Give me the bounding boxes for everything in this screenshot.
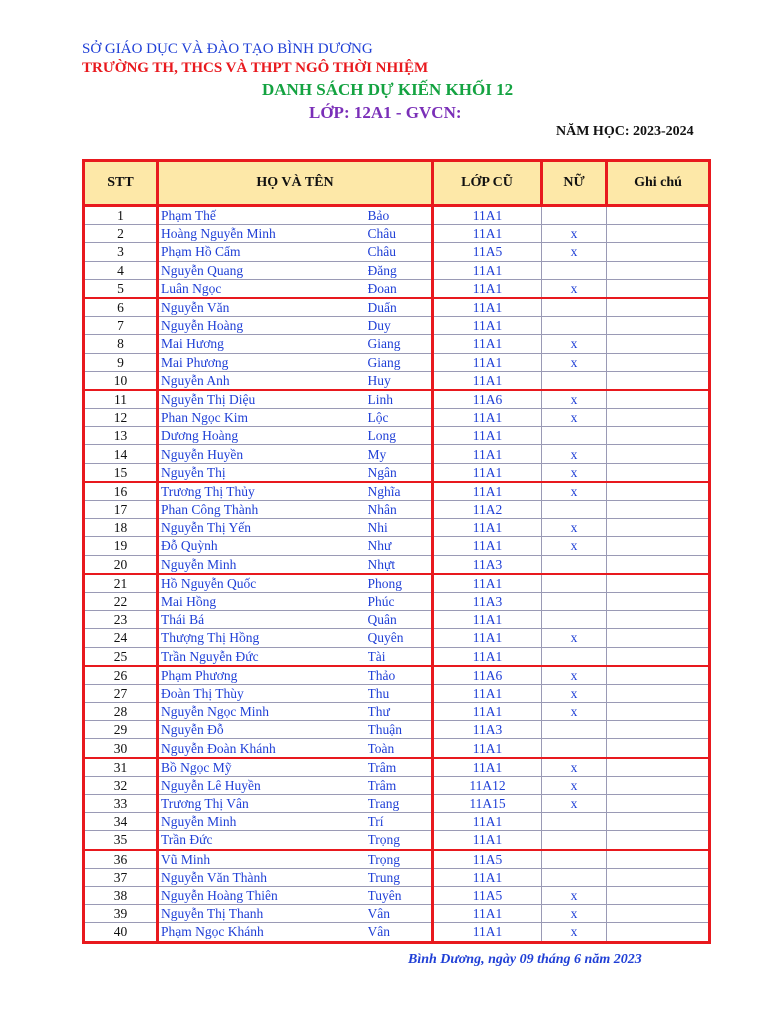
- female-mark-cell: [542, 647, 607, 666]
- name-cell: Nguyễn Văn: [158, 298, 368, 317]
- note-cell: [607, 703, 710, 721]
- female-mark-cell: x: [542, 666, 607, 685]
- given-name-cell: Vân: [368, 923, 433, 942]
- stt-cell: 18: [84, 519, 158, 537]
- old-class-cell: 11A1: [433, 574, 542, 593]
- stt-cell: 22: [84, 592, 158, 610]
- note-cell: [607, 684, 710, 702]
- school-name: TRƯỜNG TH, THCS VÀ THPT NGÔ THỜI NHIỆM: [82, 60, 429, 76]
- table-row: [84, 666, 710, 685]
- given-name-cell: Giang: [368, 353, 433, 371]
- table-body: [84, 206, 710, 943]
- given-name-cell: Lộc: [368, 409, 433, 427]
- female-mark-cell: [542, 813, 607, 831]
- note-cell: [607, 721, 710, 739]
- note-cell: [607, 629, 710, 647]
- table-row: [84, 279, 710, 298]
- female-mark-cell: x: [542, 335, 607, 353]
- old-class-cell: 11A5: [433, 243, 542, 261]
- table-row: [84, 629, 710, 647]
- given-name-cell: Như: [368, 537, 433, 555]
- note-cell: [607, 353, 710, 371]
- table-row: [84, 390, 710, 409]
- note-cell: [607, 409, 710, 427]
- given-name-cell: Linh: [368, 390, 433, 409]
- female-mark-cell: x: [542, 886, 607, 904]
- female-mark-cell: [542, 298, 607, 317]
- given-name-cell: Châu: [368, 225, 433, 243]
- stt-cell: 3: [84, 243, 158, 261]
- name-cell: Hoàng Nguyễn Minh: [158, 225, 368, 243]
- table-row: [84, 739, 710, 758]
- note-cell: [607, 261, 710, 279]
- given-name-cell: Trâm: [368, 758, 433, 777]
- old-class-cell: 11A1: [433, 647, 542, 666]
- old-class-cell: 11A1: [433, 813, 542, 831]
- col-header-stt: STT: [84, 161, 158, 206]
- col-header-full-name: HỌ VÀ TÊN: [158, 161, 433, 206]
- given-name-cell: Tuyên: [368, 886, 433, 904]
- note-cell: [607, 831, 710, 850]
- name-cell: Đỗ Quỳnh: [158, 537, 368, 555]
- stt-cell: 33: [84, 795, 158, 813]
- department-name: SỞ GIÁO DỤC VÀ ĐÀO TẠO BÌNH DƯƠNG: [82, 41, 373, 57]
- table-row: [84, 243, 710, 261]
- name-cell: Nguyễn Đoàn Khánh: [158, 739, 368, 758]
- old-class-cell: 11A1: [433, 703, 542, 721]
- old-class-cell: 11A1: [433, 739, 542, 758]
- given-name-cell: My: [368, 445, 433, 463]
- table-row: [84, 721, 710, 739]
- stt-cell: 21: [84, 574, 158, 593]
- stt-cell: 20: [84, 555, 158, 574]
- stt-cell: 23: [84, 611, 158, 629]
- name-cell: Thái Bá: [158, 611, 368, 629]
- note-cell: [607, 298, 710, 317]
- name-cell: Phan Ngọc Kim: [158, 409, 368, 427]
- name-cell: Phạm Ngọc Khánh: [158, 923, 368, 942]
- given-name-cell: Duẩn: [368, 298, 433, 317]
- given-name-cell: Trọng: [368, 831, 433, 850]
- note-cell: [607, 537, 710, 555]
- note-cell: [607, 463, 710, 482]
- stt-cell: 36: [84, 850, 158, 869]
- name-cell: Nguyễn Thị Yến: [158, 519, 368, 537]
- stt-cell: 40: [84, 923, 158, 942]
- name-cell: Bồ Ngọc Mỹ: [158, 758, 368, 777]
- name-cell: Trần Đức: [158, 831, 368, 850]
- student-roster-table: [82, 159, 711, 944]
- note-cell: [607, 206, 710, 225]
- old-class-cell: 11A1: [433, 225, 542, 243]
- name-cell: Luân Ngọc: [158, 279, 368, 298]
- given-name-cell: Long: [368, 427, 433, 445]
- old-class-cell: 11A6: [433, 390, 542, 409]
- name-cell: Nguyễn Minh: [158, 813, 368, 831]
- table-row: [84, 445, 710, 463]
- table-row: [84, 795, 710, 813]
- col-header-female: NỮ: [542, 161, 607, 206]
- given-name-cell: Phong: [368, 574, 433, 593]
- female-mark-cell: [542, 831, 607, 850]
- name-cell: Nguyễn Anh: [158, 371, 368, 390]
- name-cell: Vũ Minh: [158, 850, 368, 869]
- female-mark-cell: x: [542, 243, 607, 261]
- table-row: [84, 317, 710, 335]
- old-class-cell: 11A1: [433, 482, 542, 501]
- stt-cell: 15: [84, 463, 158, 482]
- table-row: [84, 225, 710, 243]
- old-class-cell: 11A1: [433, 298, 542, 317]
- old-class-cell: 11A15: [433, 795, 542, 813]
- table-row: [84, 905, 710, 923]
- table-row: [84, 482, 710, 501]
- female-mark-cell: x: [542, 463, 607, 482]
- name-cell: Nguyễn Thị Diệu: [158, 390, 368, 409]
- note-cell: [607, 519, 710, 537]
- female-mark-cell: x: [542, 905, 607, 923]
- table-row: [84, 519, 710, 537]
- given-name-cell: Bảo: [368, 206, 433, 225]
- female-mark-cell: x: [542, 703, 607, 721]
- old-class-cell: 11A1: [433, 206, 542, 225]
- old-class-cell: 11A3: [433, 592, 542, 610]
- given-name-cell: Châu: [368, 243, 433, 261]
- table-row: [84, 574, 710, 593]
- table-row: [84, 850, 710, 869]
- stt-cell: 25: [84, 647, 158, 666]
- name-cell: Đoàn Thị Thùy: [158, 684, 368, 702]
- note-cell: [607, 390, 710, 409]
- given-name-cell: Phúc: [368, 592, 433, 610]
- female-mark-cell: x: [542, 537, 607, 555]
- stt-cell: 17: [84, 501, 158, 519]
- name-cell: Mai Hương: [158, 335, 368, 353]
- old-class-cell: 11A6: [433, 666, 542, 685]
- table-row: [84, 537, 710, 555]
- note-cell: [607, 445, 710, 463]
- old-class-cell: 11A1: [433, 537, 542, 555]
- note-cell: [607, 317, 710, 335]
- old-class-cell: 11A5: [433, 850, 542, 869]
- table-row: [84, 831, 710, 850]
- female-mark-cell: x: [542, 795, 607, 813]
- stt-cell: 31: [84, 758, 158, 777]
- stt-cell: 4: [84, 261, 158, 279]
- female-mark-cell: [542, 611, 607, 629]
- given-name-cell: Trang: [368, 795, 433, 813]
- table-row: [84, 776, 710, 794]
- old-class-cell: 11A1: [433, 445, 542, 463]
- old-class-cell: 11A1: [433, 409, 542, 427]
- stt-cell: 2: [84, 225, 158, 243]
- old-class-cell: 11A1: [433, 519, 542, 537]
- note-cell: [607, 592, 710, 610]
- note-cell: [607, 776, 710, 794]
- stt-cell: 16: [84, 482, 158, 501]
- table-row: [84, 758, 710, 777]
- old-class-cell: 11A1: [433, 923, 542, 942]
- stt-cell: 28: [84, 703, 158, 721]
- note-cell: [607, 666, 710, 685]
- name-cell: Hồ Nguyễn Quốc: [158, 574, 368, 593]
- class-line: LỚP: 12A1 - GVCN:: [309, 103, 462, 122]
- female-mark-cell: [542, 317, 607, 335]
- note-cell: [607, 335, 710, 353]
- given-name-cell: Đoan: [368, 279, 433, 298]
- female-mark-cell: x: [542, 758, 607, 777]
- old-class-cell: 11A5: [433, 886, 542, 904]
- old-class-cell: 11A1: [433, 758, 542, 777]
- name-cell: Mai Phương: [158, 353, 368, 371]
- given-name-cell: Trung: [368, 868, 433, 886]
- old-class-cell: 11A1: [433, 611, 542, 629]
- female-mark-cell: x: [542, 519, 607, 537]
- stt-cell: 26: [84, 666, 158, 685]
- female-mark-cell: [542, 592, 607, 610]
- stt-cell: 29: [84, 721, 158, 739]
- old-class-cell: 11A1: [433, 371, 542, 390]
- stt-cell: 24: [84, 629, 158, 647]
- name-cell: Phạm Phương: [158, 666, 368, 685]
- name-cell: Nguyễn Hoàng: [158, 317, 368, 335]
- old-class-cell: 11A1: [433, 868, 542, 886]
- female-mark-cell: x: [542, 923, 607, 942]
- table-row: [84, 298, 710, 317]
- name-cell: Nguyễn Thị Thanh: [158, 905, 368, 923]
- note-cell: [607, 886, 710, 904]
- old-class-cell: 11A1: [433, 629, 542, 647]
- stt-cell: 11: [84, 390, 158, 409]
- note-cell: [607, 795, 710, 813]
- female-mark-cell: x: [542, 225, 607, 243]
- table-row: [84, 353, 710, 371]
- name-cell: Trương Thị Vân: [158, 795, 368, 813]
- given-name-cell: Nhi: [368, 519, 433, 537]
- table-header-row: [84, 161, 710, 206]
- old-class-cell: 11A1: [433, 353, 542, 371]
- given-name-cell: Giang: [368, 335, 433, 353]
- old-class-cell: 11A1: [433, 261, 542, 279]
- female-mark-cell: [542, 206, 607, 225]
- name-cell: Phạm Thế: [158, 206, 368, 225]
- female-mark-cell: [542, 555, 607, 574]
- name-cell: Nguyễn Thị: [158, 463, 368, 482]
- given-name-cell: Nhựt: [368, 555, 433, 574]
- note-cell: [607, 611, 710, 629]
- table-row: [84, 886, 710, 904]
- female-mark-cell: [542, 501, 607, 519]
- given-name-cell: Nhân: [368, 501, 433, 519]
- given-name-cell: Quyên: [368, 629, 433, 647]
- female-mark-cell: [542, 868, 607, 886]
- stt-cell: 35: [84, 831, 158, 850]
- stt-cell: 8: [84, 335, 158, 353]
- col-header-note: Ghi chú: [607, 161, 710, 206]
- note-cell: [607, 371, 710, 390]
- table-row: [84, 647, 710, 666]
- note-cell: [607, 868, 710, 886]
- old-class-cell: 11A1: [433, 463, 542, 482]
- note-cell: [607, 758, 710, 777]
- name-cell: Nguyễn Huyền: [158, 445, 368, 463]
- name-cell: Nguyễn Ngọc Minh: [158, 703, 368, 721]
- female-mark-cell: x: [542, 409, 607, 427]
- name-cell: Trần Nguyễn Đức: [158, 647, 368, 666]
- old-class-cell: 11A12: [433, 776, 542, 794]
- name-cell: Nguyễn Minh: [158, 555, 368, 574]
- given-name-cell: Tài: [368, 647, 433, 666]
- old-class-cell: 11A3: [433, 721, 542, 739]
- female-mark-cell: [542, 850, 607, 869]
- given-name-cell: Huy: [368, 371, 433, 390]
- old-class-cell: 11A1: [433, 279, 542, 298]
- given-name-cell: Quân: [368, 611, 433, 629]
- stt-cell: 7: [84, 317, 158, 335]
- stt-cell: 12: [84, 409, 158, 427]
- stt-cell: 5: [84, 279, 158, 298]
- female-mark-cell: x: [542, 482, 607, 501]
- female-mark-cell: [542, 574, 607, 593]
- table-row: [84, 463, 710, 482]
- female-mark-cell: x: [542, 390, 607, 409]
- given-name-cell: Nghĩa: [368, 482, 433, 501]
- name-cell: Phan Công Thành: [158, 501, 368, 519]
- given-name-cell: Thuận: [368, 721, 433, 739]
- stt-cell: 13: [84, 427, 158, 445]
- given-name-cell: Trọng: [368, 850, 433, 869]
- female-mark-cell: x: [542, 776, 607, 794]
- name-cell: Nguyễn Hoàng Thiên: [158, 886, 368, 904]
- female-mark-cell: x: [542, 629, 607, 647]
- list-title: DANH SÁCH DỰ KIẾN KHỐI 12: [262, 80, 514, 99]
- female-mark-cell: [542, 721, 607, 739]
- stt-cell: 14: [84, 445, 158, 463]
- table-row: [84, 501, 710, 519]
- table-row: [84, 923, 710, 942]
- name-cell: Nguyễn Quang: [158, 261, 368, 279]
- given-name-cell: Thư: [368, 703, 433, 721]
- old-class-cell: 11A1: [433, 684, 542, 702]
- name-cell: Thượng Thị Hồng: [158, 629, 368, 647]
- old-class-cell: 11A2: [433, 501, 542, 519]
- note-cell: [607, 739, 710, 758]
- table-row: [84, 335, 710, 353]
- note-cell: [607, 647, 710, 666]
- given-name-cell: Trí: [368, 813, 433, 831]
- stt-cell: 30: [84, 739, 158, 758]
- note-cell: [607, 279, 710, 298]
- female-mark-cell: [542, 261, 607, 279]
- name-cell: Nguyễn Lê Huyền: [158, 776, 368, 794]
- table-row: [84, 206, 710, 225]
- stt-cell: 19: [84, 537, 158, 555]
- note-cell: [607, 501, 710, 519]
- old-class-cell: 11A1: [433, 905, 542, 923]
- given-name-cell: Thảo: [368, 666, 433, 685]
- stt-cell: 37: [84, 868, 158, 886]
- given-name-cell: Đăng: [368, 261, 433, 279]
- table-row: [84, 611, 710, 629]
- note-cell: [607, 243, 710, 261]
- stt-cell: 9: [84, 353, 158, 371]
- name-cell: Dương Hoàng: [158, 427, 368, 445]
- female-mark-cell: [542, 371, 607, 390]
- table-row: [84, 371, 710, 390]
- stt-cell: 10: [84, 371, 158, 390]
- stt-cell: 6: [84, 298, 158, 317]
- table-row: [84, 555, 710, 574]
- given-name-cell: Ngân: [368, 463, 433, 482]
- stt-cell: 32: [84, 776, 158, 794]
- given-name-cell: Thu: [368, 684, 433, 702]
- note-cell: [607, 905, 710, 923]
- old-class-cell: 11A1: [433, 317, 542, 335]
- female-mark-cell: [542, 739, 607, 758]
- school-year: NĂM HỌC: 2023-2024: [556, 124, 694, 139]
- note-cell: [607, 813, 710, 831]
- old-class-cell: 11A1: [433, 831, 542, 850]
- note-cell: [607, 850, 710, 869]
- female-mark-cell: [542, 427, 607, 445]
- given-name-cell: Vân: [368, 905, 433, 923]
- female-mark-cell: x: [542, 279, 607, 298]
- stt-cell: 27: [84, 684, 158, 702]
- table-row: [84, 592, 710, 610]
- female-mark-cell: x: [542, 445, 607, 463]
- name-cell: Nguyễn Đỗ: [158, 721, 368, 739]
- table-row: [84, 427, 710, 445]
- stt-cell: 34: [84, 813, 158, 831]
- table-row: [84, 409, 710, 427]
- female-mark-cell: x: [542, 353, 607, 371]
- note-cell: [607, 427, 710, 445]
- given-name-cell: Toàn: [368, 739, 433, 758]
- place-and-date: Bình Dương, ngày 09 tháng 6 năm 2023: [408, 952, 642, 967]
- given-name-cell: Trâm: [368, 776, 433, 794]
- table-row: [84, 684, 710, 702]
- note-cell: [607, 574, 710, 593]
- female-mark-cell: x: [542, 684, 607, 702]
- stt-cell: 39: [84, 905, 158, 923]
- name-cell: Nguyễn Văn Thành: [158, 868, 368, 886]
- col-header-old-class: LỚP CŨ: [433, 161, 542, 206]
- old-class-cell: 11A1: [433, 335, 542, 353]
- table-row: [84, 703, 710, 721]
- note-cell: [607, 225, 710, 243]
- table-row: [84, 813, 710, 831]
- old-class-cell: 11A3: [433, 555, 542, 574]
- note-cell: [607, 923, 710, 942]
- table-row: [84, 261, 710, 279]
- name-cell: Trương Thị Thủy: [158, 482, 368, 501]
- name-cell: Phạm Hồ Cẩm: [158, 243, 368, 261]
- name-cell: Mai Hồng: [158, 592, 368, 610]
- note-cell: [607, 482, 710, 501]
- given-name-cell: Duy: [368, 317, 433, 335]
- stt-cell: 38: [84, 886, 158, 904]
- old-class-cell: 11A1: [433, 427, 542, 445]
- note-cell: [607, 555, 710, 574]
- table-row: [84, 868, 710, 886]
- stt-cell: 1: [84, 206, 158, 225]
